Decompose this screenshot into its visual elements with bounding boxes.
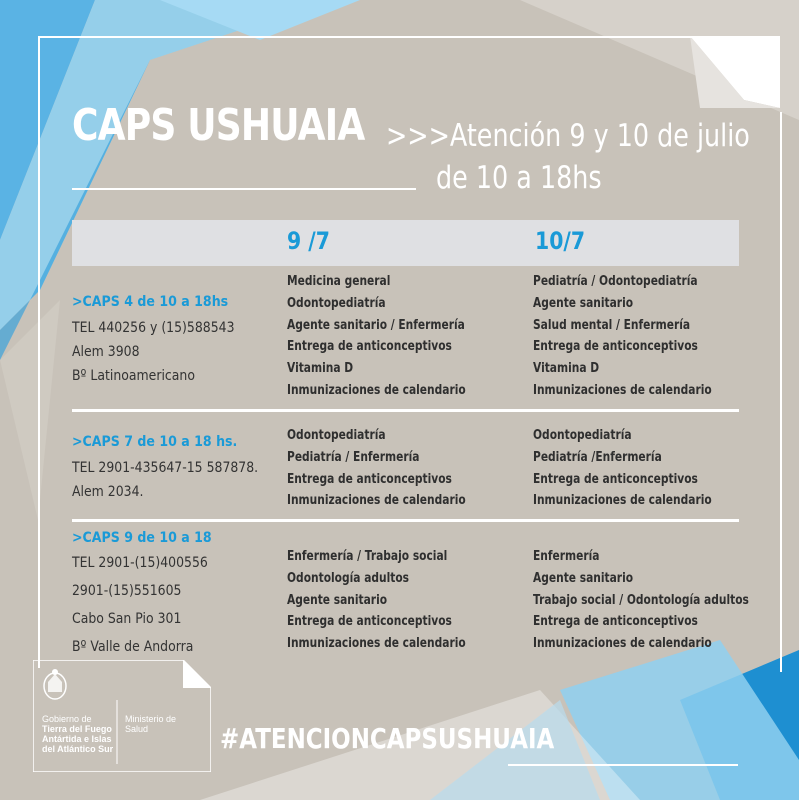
list-item: Agente sanitario (533, 570, 634, 586)
list-item: Inmunizaciones de calendario (287, 382, 466, 398)
title-underline (72, 188, 416, 190)
list-item: Pediatría / Enfermería (287, 449, 420, 465)
list-item: Pediatría / Odontopediatría (533, 274, 698, 289)
caps-9-neighborhood: Bº Valle de Andorra (72, 639, 194, 655)
list-item: Agente sanitario / Enfermería (287, 317, 465, 333)
list-item: Entrega de anticonceptivos (287, 614, 452, 630)
coat-of-arms-icon (44, 669, 66, 699)
list-item: Agente sanitario (533, 295, 634, 311)
list-item: Enfermería / Trabajo social (287, 549, 448, 564)
list-item: Odontopediatría (287, 295, 386, 311)
list-item: Inmunizaciones de calendario (287, 493, 466, 509)
list-item: Odontopediatría (287, 428, 386, 443)
list-item: Odontología adultos (287, 570, 410, 586)
caps-7-phone: TEL 2901-435647-15 587878. (72, 460, 259, 476)
list-item: Agente sanitario (287, 592, 388, 608)
caps-7-services-9 (287, 425, 466, 512)
subtitle-hours: de 10 a 18hs (436, 160, 602, 196)
frame-bottom (508, 764, 738, 766)
page-title: CAPS USHUAIA (72, 100, 365, 151)
list-item: Inmunizaciones de calendario (533, 636, 712, 652)
caps-7-services-10 (533, 425, 712, 512)
frame-left (38, 36, 40, 668)
list-item: Inmunizaciones de calendario (287, 636, 466, 652)
frame-top (38, 36, 736, 38)
caps-4-services-9 (287, 271, 466, 402)
list-item: Odontopediatría (533, 428, 632, 443)
caps-4-neighborhood: Bº Latinoamericano (72, 368, 195, 384)
list-item: Vitamina D (533, 361, 600, 377)
caps-9-title: >CAPS 9 de 10 a 18 (72, 530, 212, 546)
caps-4-title: >CAPS 4 de 10 a 18hs (72, 294, 229, 310)
day-header-9: 9 /7 (287, 227, 330, 255)
list-item: Inmunizaciones de calendario (533, 382, 712, 398)
list-item: Medicina general (287, 274, 391, 289)
caps-4-services-10 (533, 271, 712, 402)
list-item: Entrega de anticonceptivos (287, 471, 452, 487)
list-item: Vitamina D (287, 361, 354, 377)
subtitle-dates: >>>Atención 9 y 10 de julio (386, 118, 750, 154)
logo-line: Antártida e Islas (42, 734, 112, 744)
hashtag: #ATENCIONCAPSUSHUAIA (220, 722, 555, 755)
row-divider (72, 519, 739, 522)
logo-line: Ministerio de (125, 714, 177, 724)
table-header (72, 220, 739, 266)
list-item: Entrega de anticonceptivos (287, 339, 452, 355)
list-item: Entrega de anticonceptivos (533, 614, 698, 630)
caps-9-services-9 (287, 546, 466, 655)
list-item: Trabajo social / Odontología adultos (533, 592, 749, 608)
caps-9-info (72, 551, 208, 663)
list-item: Enfermería (533, 549, 600, 564)
caps-9-phone: TEL 2901-(15)400556 (72, 555, 208, 571)
caps-4-address: Alem 3908 (72, 344, 140, 360)
caps-4-phone: TEL 440256 y (15)588543 (72, 320, 235, 336)
day-header-10: 10/7 (535, 227, 586, 255)
caps-7-info (72, 456, 258, 504)
row-divider (72, 409, 739, 412)
frame-right (780, 112, 782, 672)
caps-4-info (72, 316, 235, 388)
list-item: Inmunizaciones de calendario (533, 493, 712, 509)
caps-9-services-10 (533, 546, 749, 655)
logo-line: Salud (125, 724, 149, 734)
caps-9-address: Cabo San Pio 301 (72, 611, 182, 627)
list-item: Pediatría /Enfermería (533, 449, 662, 465)
logo-government-text (42, 714, 113, 754)
caps-9-phone-2: 2901-(15)551605 (72, 583, 182, 599)
logo-line: Tierra del Fuego (42, 724, 112, 734)
caps-7-title: >CAPS 7 de 10 a 18 hs. (72, 434, 238, 450)
list-item: Entrega de anticonceptivos (533, 471, 698, 487)
logo-line: Gobierno de (42, 714, 92, 724)
caps-7-address: Alem 2034. (72, 484, 144, 500)
list-item: Salud mental / Enfermería (533, 317, 691, 333)
logo-line: del Atlántico Sur (42, 744, 114, 754)
logo-ministry-text (125, 714, 176, 734)
list-item: Entrega de anticonceptivos (533, 339, 698, 355)
